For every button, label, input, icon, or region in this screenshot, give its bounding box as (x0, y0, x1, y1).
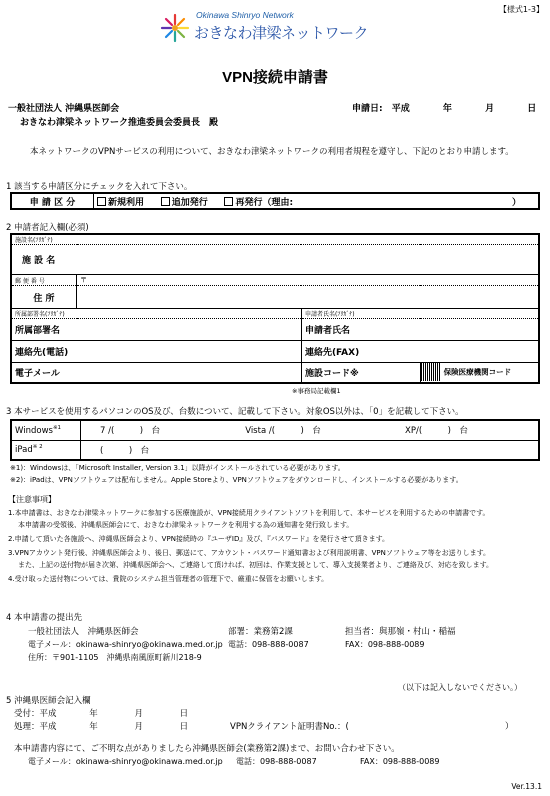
postal-mark: 〒 (80, 276, 87, 284)
checkbox-additional[interactable]: 追加発行 (161, 198, 208, 208)
windows-label-cell (11, 420, 81, 440)
date-label: 申請日: (352, 104, 383, 114)
checkbox-reissue[interactable]: 再発行（理由: (224, 198, 293, 208)
ipad-footnote-mark: ※ 2 (32, 444, 43, 451)
section2-heading: 2 申請者記入欄(必須) (6, 223, 89, 233)
insurance-code-label: 保険医療機関コード (443, 367, 512, 377)
section1-table (10, 192, 540, 210)
version: Ver.13.1 (511, 782, 542, 791)
footer-email: 電子メール：okinawa-shinryo@okinawa.med.or.jp (28, 757, 223, 766)
page-title: VPN接続申請書 (222, 69, 328, 86)
applicant-table (10, 233, 540, 384)
note-1a: 1.本申請書は、おきなわ津梁ネットワークに参加する医療施設が、VPN接続用クライアントソフトを利用して、本サービスを利用するための申請書です。 (8, 509, 490, 517)
section5-heading: 5 沖縄県医師会記入欄 (6, 696, 91, 706)
facility-name-field[interactable] (11, 245, 539, 275)
application-type-label: 申 請 区 分 (11, 193, 94, 209)
section3-heading: 3 本サービスを使用するパソコンのOS及び、台数について、記載して下さい。対象OS以外は、「0」を記載して下さい。 (6, 407, 464, 417)
facility-kana-label: 施設名(ﾌﾘｶﾞﾅ) (11, 234, 539, 245)
logo-japanese: おきなわ津梁ネットワーク (194, 24, 369, 42)
checkbox-icon (224, 197, 233, 206)
application-type-options (94, 193, 540, 209)
fax-label: 連絡先(FAX) (304, 348, 360, 358)
email-field[interactable] (11, 363, 301, 383)
windows-label: Windows (15, 425, 53, 436)
notes-heading: 【注意事項】 (8, 495, 56, 504)
logo (160, 9, 390, 45)
section1-heading: 1 該当する申請区分にチェックを入れて下さい。 (6, 182, 193, 192)
ipad-count: ( ) 台 (100, 445, 150, 456)
xp-count: XP/( ) 台 (405, 426, 468, 437)
date-month: 月 (485, 104, 495, 114)
note-3b: また、上記の送付物が届き次第、沖縄県医師会へ、ご連絡して頂ければ、初回は、作業支援として、導入支援業者より、ご連絡及び、対応を致します。 (18, 561, 494, 569)
intro-text: 本ネットワークのVPNサービスの利用について、おきなわ津梁ネットワークの利用者規程を遵守し、下記のとおり申請します。 (30, 147, 514, 157)
facility-code-label: 施設コード※ (301, 363, 420, 383)
dept-label: 所属部署名 (15, 326, 61, 336)
form-number: 【様式1-3】 (498, 5, 544, 14)
checkbox-icon (161, 197, 170, 206)
office-note: ※事務局記載欄1 (292, 387, 341, 395)
ipad-label-cell (11, 440, 81, 460)
logo-english: Okinawa Shinryo Network (196, 10, 294, 20)
tel-label: 連絡先(電話) (15, 348, 69, 358)
vista-count: Vista /( ) 台 (245, 426, 321, 437)
note-2: 2.申請して頂いた各施設へ、沖縄県医師会より、VPN接続時の『ユーザID』及び、『パスワード』を発行させて頂きます。 (8, 535, 390, 543)
footer-contact: 本申請書内容にて、ご不明な点がありましたら沖縄県医師会(業務第2課)まで、お問い合わせ下さい。 (14, 744, 400, 754)
submit-email: 電子メール：okinawa-shinryo@okinawa.med.or.jp (28, 640, 223, 649)
fax-field[interactable] (301, 341, 539, 363)
application-date (352, 101, 536, 114)
addressee-person: おきなわ津梁ネットワーク推進委員会委員長 殿 (20, 118, 219, 128)
received-date: 受付：平成 年 月 日 (14, 709, 189, 719)
address-field[interactable] (77, 286, 540, 309)
footer-fax: FAX：098-888-0089 (360, 757, 440, 766)
footnote-ipad: ※2)：iPadは、VPNソフトウェアは配布しません。Apple Storeより、VPNソフトウェアをダウンロードし、インストールする必要があります。 (10, 476, 463, 484)
date-year: 年 (442, 104, 452, 114)
section4-heading: 4 本申請書の提出先 (6, 613, 83, 623)
checkbox-new[interactable]: 新規利用 (97, 198, 144, 208)
date-era: 平成 (391, 104, 410, 114)
applicant-label: 申請者氏名 (304, 326, 350, 336)
xp-count-field[interactable] (402, 420, 539, 440)
addressee-org: 一般社団法人 沖縄県医師会 (8, 104, 120, 114)
win7-count-field[interactable] (81, 420, 243, 440)
footnote-windows: ※1)：Windowsは、「Microsoft Installer, Version 3.1」以降がインストールされている必要があります。 (10, 464, 345, 472)
applicant-field[interactable] (301, 319, 539, 341)
date-day: 日 (527, 104, 537, 114)
footer-tel: 電話：098-888-0087 (236, 757, 317, 766)
tel-field[interactable] (11, 341, 301, 363)
reissue-close-paren: ） (511, 197, 521, 208)
submit-org: 一般社団法人 沖縄県医師会 (28, 627, 139, 637)
applicant-kana-label: 申請者氏名(ﾌﾘｶﾞﾅ) (301, 309, 539, 319)
logo-pinwheel-icon (160, 13, 190, 43)
address-label: 住 所 (11, 286, 77, 309)
ipad-label: iPad (15, 445, 33, 456)
office-use-hatch (421, 363, 441, 381)
facility-name-label: 施 設 名 (22, 256, 56, 266)
dept-kana-label: 所属部署名(ﾌﾘｶﾞﾅ) (11, 309, 301, 319)
submit-person: 担当者：與那嶺・村山・稲福 (345, 627, 456, 637)
checkbox-icon (97, 197, 106, 206)
cert-no-close: ） (505, 722, 514, 732)
note-3a: 3.VPNアカウント発行後、沖縄県医師会より、後日、郵送にて、アカウント・パスワード通知書および利用説明書、VPNソフトウェア等をお送りします。 (8, 549, 491, 557)
win7-count: 7 /( ) 台 (100, 426, 161, 437)
submit-address: 住所：〒901-1105 沖縄県南風原町新川218-9 (28, 653, 202, 662)
note-4: 4.受け取った送付物については、貴院のシステム担当管理者の管理下で、厳重に保管をお願いします。 (8, 575, 329, 583)
office-only-note: （以下は記入しないでください。） (398, 683, 522, 692)
vista-count-field[interactable] (242, 420, 402, 440)
processed-date: 処理：平成 年 月 日 (14, 722, 189, 732)
os-table (10, 419, 540, 461)
postal-field[interactable] (77, 275, 540, 286)
dept-field[interactable] (11, 319, 301, 341)
email-label: 電子メール (15, 368, 60, 379)
ipad-count-field[interactable] (81, 440, 540, 460)
note-1b: 本申請書の受領後、沖縄県医師会にて、おきなわ津梁ネットワークを利用する為の通知書を発行致します。 (18, 521, 354, 529)
submit-fax: FAX：098-888-0089 (345, 640, 425, 649)
submit-dept: 部署：業務第2課 (228, 627, 293, 637)
postal-label: 郵 便 番 号 (11, 275, 77, 286)
cert-no-label: VPNクライアント証明書No.：( (230, 722, 349, 732)
submit-tel: 電話：098-888-0087 (228, 640, 309, 649)
windows-footnote-mark: ※1 (52, 424, 62, 431)
insurance-code-cell (420, 363, 539, 383)
